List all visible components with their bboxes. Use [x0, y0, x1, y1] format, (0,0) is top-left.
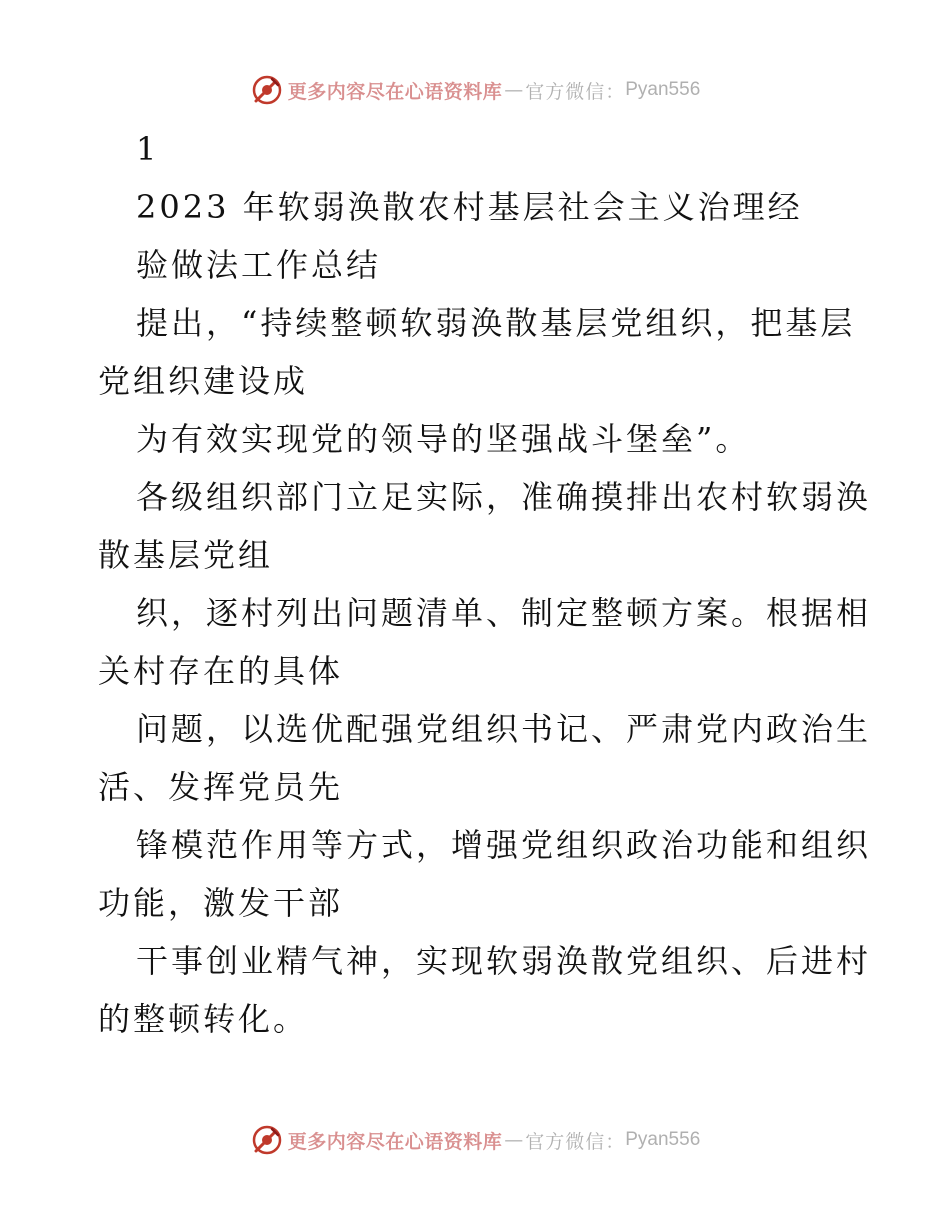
text-line: 各级组织部门立足实际，准确摸排出农村软弱涣 [136, 478, 872, 516]
text-line: 功能，激发干部 [98, 884, 344, 922]
text-line: 提出，“持续整顿软弱涣散基层党组织，把基层 [136, 304, 856, 342]
wechat-id: Pyan556 [625, 79, 701, 100]
text-line: 为有效实现党的领导的坚强战斗堡垒”。 [136, 420, 751, 458]
banner-separator: — [504, 1129, 524, 1151]
text-line: 党组织建设成 [98, 362, 309, 400]
text-line: 活、发挥党员先 [98, 768, 344, 806]
text-line: 关村存在的具体 [98, 652, 344, 690]
text-line: 2023 年软弱涣散农村基层社会主义治理经 [136, 188, 803, 226]
text-line: 锋模范作用等方式，增强党组织政治功能和组织 [136, 826, 872, 864]
text-line: 织，逐村列出问题清单、制定整顿方案。根据相 [136, 594, 872, 632]
wechat-label: 官方微信： [525, 80, 626, 103]
text-line: 干事创业精气神，实现软弱涣散党组织、后进村 [136, 942, 872, 980]
text-line: 1 [136, 130, 160, 168]
footer-banner [0, 1122, 950, 1158]
banner-separator: — [504, 79, 524, 101]
brand-logo-icon [250, 1123, 284, 1157]
text-line: 散基层党组 [98, 536, 274, 574]
document-body [98, 120, 872, 1048]
brand-logo-icon [250, 73, 284, 107]
brand-text: 更多内容尽在心语资料库 [287, 1130, 503, 1153]
wechat-id: Pyan556 [625, 1129, 701, 1150]
header-banner [0, 72, 950, 108]
text-line: 问题，以选优配强党组织书记、严肃党内政治生 [136, 710, 872, 748]
text-line: 验做法工作总结 [136, 246, 382, 284]
wechat-label: 官方微信： [525, 1130, 626, 1153]
text-line: 的整顿转化。 [98, 1000, 309, 1038]
brand-text: 更多内容尽在心语资料库 [287, 80, 503, 103]
